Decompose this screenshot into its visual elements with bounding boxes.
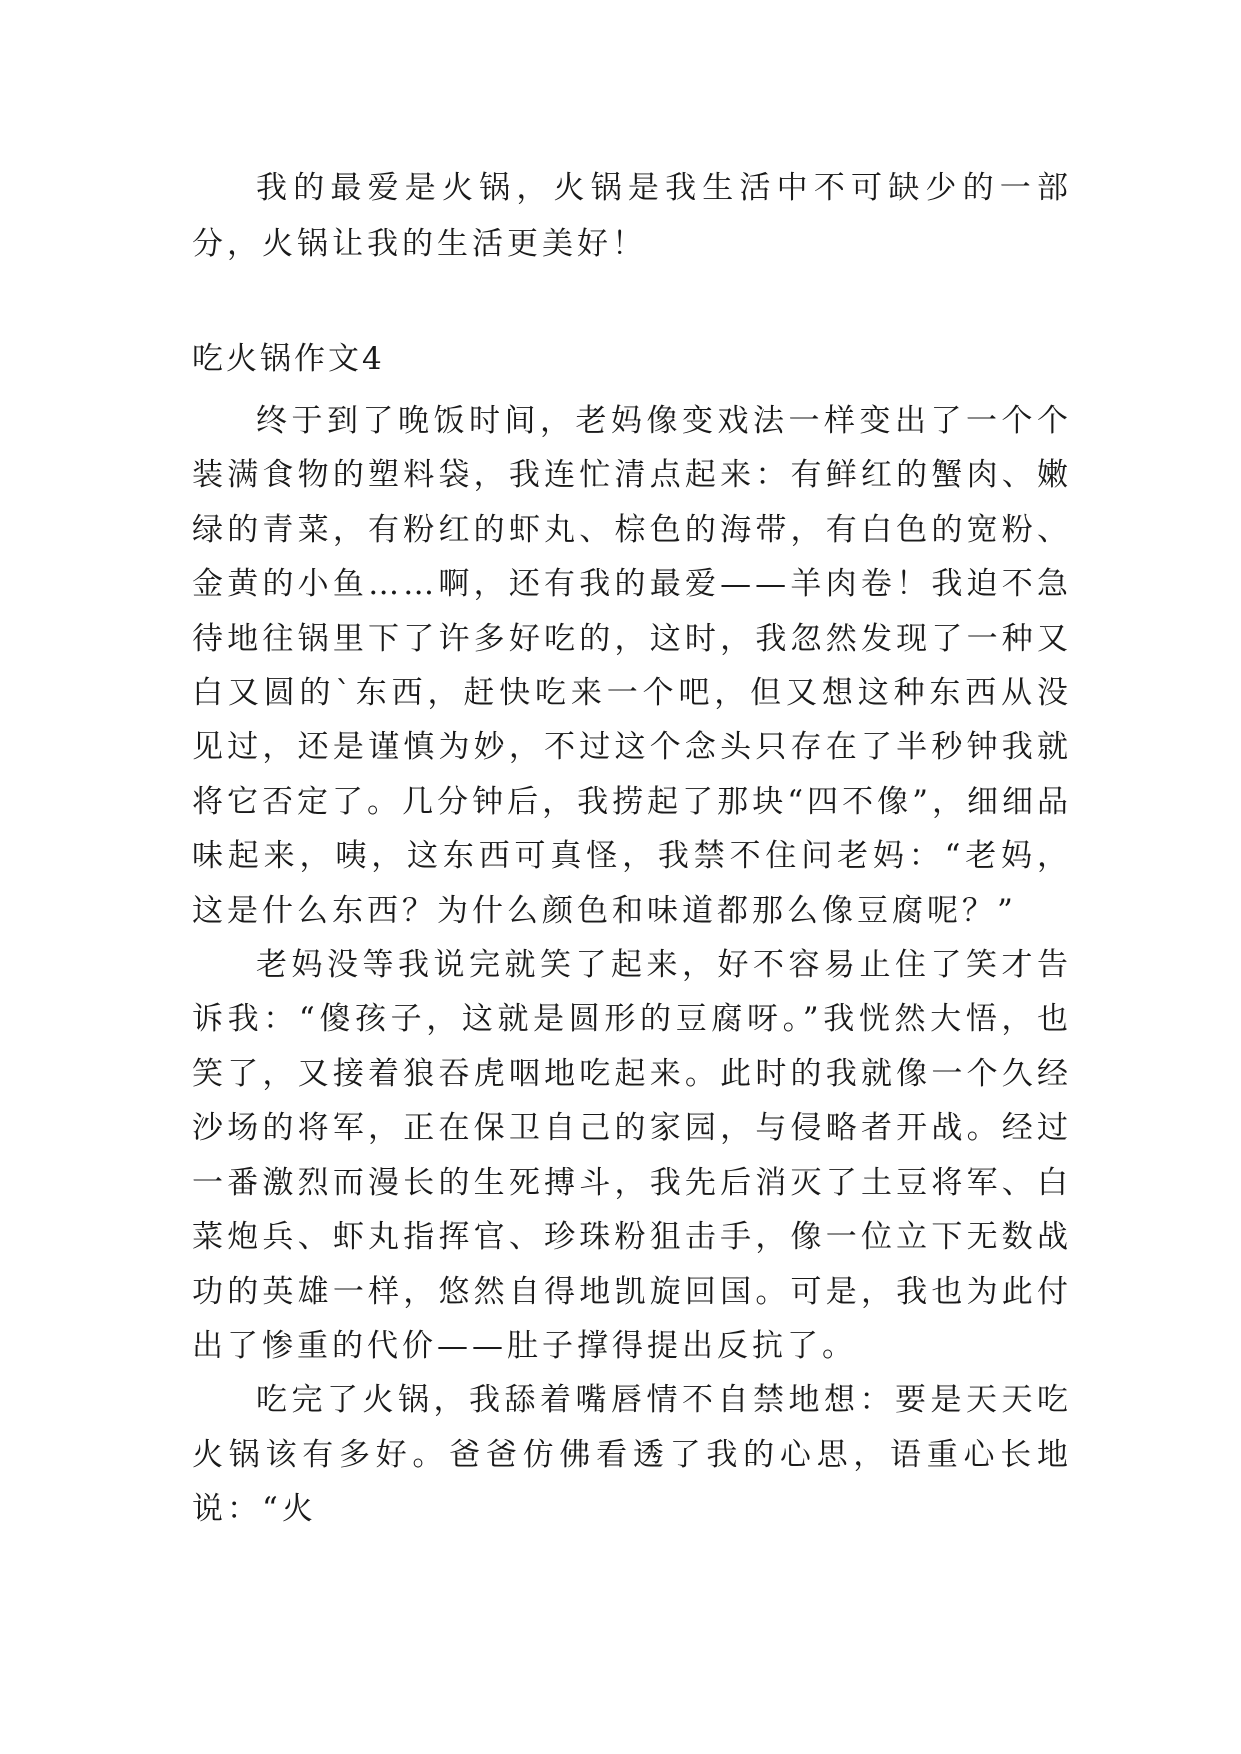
essay-paragraph-1: 终于到了晚饭时间，老妈像变戏法一样变出了一个个装满食物的塑料袋，我连忙清点起来：有鲜红的蟹肉、嫩绿的青菜，有粉红的虾丸、棕色的海带，有白色的宽粉、金黄的小鱼……啊，还有我的最爱——羊肉卷！我迫不急待地往锅里下了许多好吃的，这时，我忽然发现了一种又白又圆的`东西，赶快吃来一个吧，但又想这种东西从没见过，还是谨慎为妙，不过这个念头只存在了半秒钟我就将它否定了。几分钟后，我捞起了那块“四不像”，细细品味起来，咦，这东西可真怪，我禁不住问老妈：“老妈，这是什么东西？为什么颜色和味道都那么像豆腐呢？” — [192, 403, 1072, 929]
intro-paragraph: 我的最爱是火锅，火锅是我生活中不可缺少的一部分，火锅让我的生活更美好！ — [192, 170, 1072, 262]
essay-body — [192, 394, 1072, 1537]
section-title: 吃火锅作文4 — [192, 341, 385, 377]
essay-paragraph-3: 吃完了火锅，我舔着嘴唇情不自禁地想：要是天天吃火锅该有多好。爸爸仿佛看透了我的心思，语重心长地说：“火 — [192, 1382, 1072, 1528]
essay-paragraph-2: 老妈没等我说完就笑了起来，好不容易止住了笑才告诉我：“傻孩子，这就是圆形的豆腐呀。”我恍然大悟，也笑了，又接着狼吞虎咽地吃起来。此时的我就像一个久经沙场的将军，正在保卫自己的家园，与侵略者开战。经过一番激烈而漫长的生死搏斗，我先后消灭了土豆将军、白菜炮兵、虾丸指挥官、珍珠粉狙击手，像一位立下无数战功的英雄一样，悠然自得地凯旋回国。可是，我也为此付出了惨重的代价——肚子撑得提出反抗了。 — [192, 947, 1072, 1364]
